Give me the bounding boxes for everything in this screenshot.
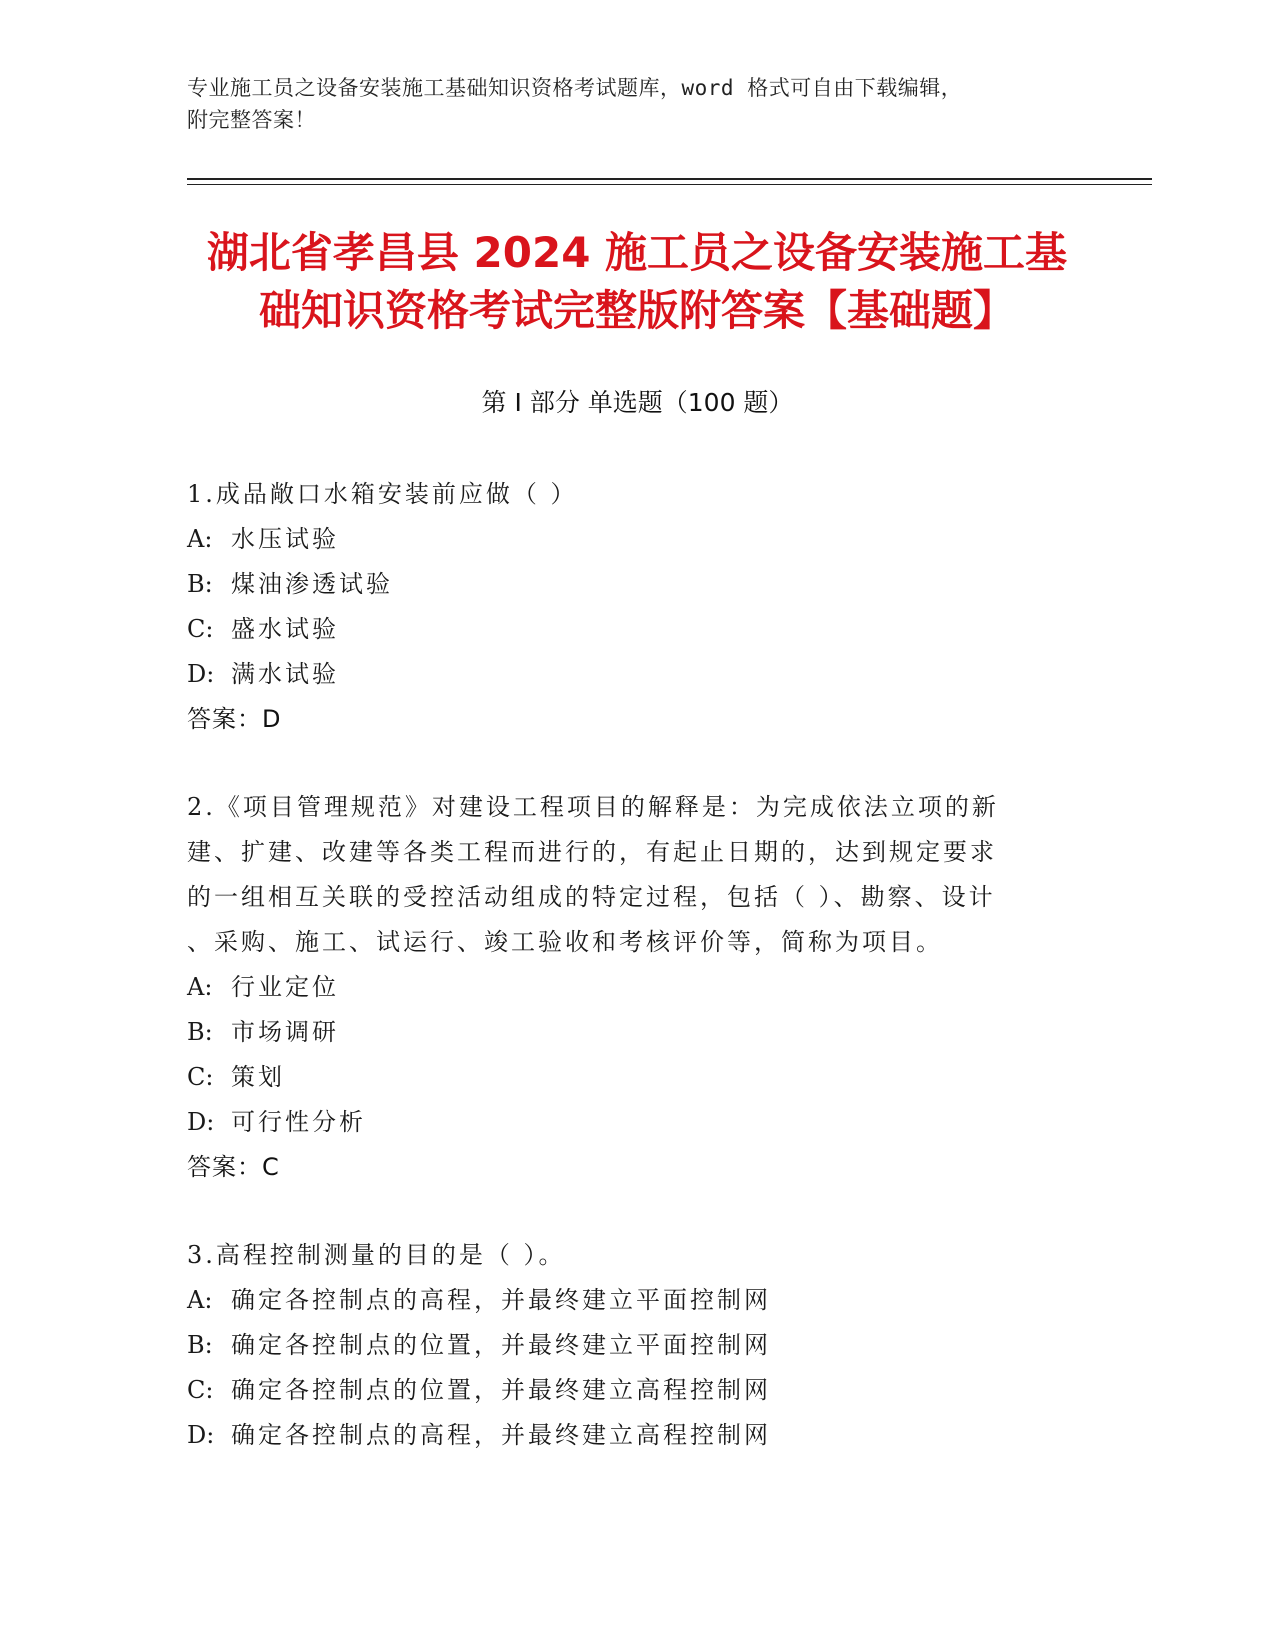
question-2-stem-line-2: 建、扩建、改建等各类工程而进行的，有起止日期的，达到规定要求 [187, 838, 997, 866]
option-letter: C: [187, 1063, 214, 1091]
option-letter: C: [187, 1376, 214, 1404]
question-2 [187, 785, 1067, 1190]
question-list [187, 472, 1067, 1501]
option-letter: A: [187, 1286, 213, 1314]
question-2-answer: 答案：C [187, 1153, 280, 1181]
option-text: 行业定位 [231, 973, 339, 1001]
question-3-option-c [187, 1368, 1067, 1413]
question-3-stem: 3.高程控制测量的目的是（ ）。 [187, 1241, 566, 1269]
header-note-line-2: 附完整答案！ [187, 108, 316, 132]
header-note [187, 72, 1087, 136]
question-2-option-c [187, 1055, 1067, 1100]
question-1-option-b [187, 562, 1067, 607]
option-letter: D: [187, 1108, 215, 1136]
option-text: 确定各控制点的位置，并最终建立平面控制网 [231, 1331, 771, 1359]
option-text: 市场调研 [231, 1018, 339, 1046]
question-1-stem: 1.成品敞口水箱安装前应做（ ） [187, 480, 578, 508]
option-letter: D: [187, 660, 215, 688]
option-text: 确定各控制点的位置，并最终建立高程控制网 [231, 1376, 771, 1404]
header-note-line-1: 专业施工员之设备安装施工基础知识资格考试题库，word 格式可自由下载编辑， [187, 76, 963, 100]
option-letter: B: [187, 1331, 213, 1359]
question-1-option-c [187, 607, 1067, 652]
option-letter: B: [187, 570, 213, 598]
question-2-stem-line-3: 的一组相互关联的受控活动组成的特定过程，包括（ ）、勘察、设计 [187, 883, 996, 911]
document-title-line-1: 湖北省孝昌县 2024 施工员之设备安装施工基 [206, 228, 1068, 277]
question-3 [187, 1233, 1067, 1458]
question-2-stem-line-4: 、采购、施工、试运行、竣工验收和考核评价等，简称为项目。 [187, 928, 943, 956]
document-title [187, 224, 1087, 340]
option-letter: B: [187, 1018, 213, 1046]
question-3-option-d [187, 1413, 1067, 1458]
option-text: 确定各控制点的高程，并最终建立高程控制网 [231, 1421, 771, 1449]
option-text: 确定各控制点的高程，并最终建立平面控制网 [231, 1286, 771, 1314]
question-2-option-a [187, 965, 1067, 1010]
option-text: 满水试验 [231, 660, 339, 688]
question-1 [187, 472, 1067, 742]
option-letter: A: [187, 525, 213, 553]
question-1-answer: 答案：D [187, 705, 282, 733]
option-letter: C: [187, 615, 214, 643]
document-title-line-2: 础知识资格考试完整版附答案【基础题】 [258, 286, 1015, 335]
option-letter: D: [187, 1421, 215, 1449]
option-text: 盛水试验 [231, 615, 339, 643]
section-heading: 第 I 部分 单选题（100 题） [481, 388, 794, 417]
question-1-option-a [187, 517, 1067, 562]
option-letter: A: [187, 973, 213, 1001]
question-2-option-d [187, 1100, 1067, 1145]
option-text: 水压试验 [231, 525, 339, 553]
question-1-option-d [187, 652, 1067, 697]
question-2-stem-line-1: 2.《项目管理规范》对建设工程项目的解释是：为完成依法立项的新 [187, 793, 999, 821]
question-3-option-a [187, 1278, 1067, 1323]
header-divider-thick [187, 178, 1152, 180]
question-3-option-b [187, 1323, 1067, 1368]
option-text: 煤油渗透试验 [231, 570, 393, 598]
option-text: 策划 [231, 1063, 285, 1091]
header-divider-thin [187, 184, 1152, 185]
option-text: 可行性分析 [231, 1108, 366, 1136]
question-2-option-b [187, 1010, 1067, 1055]
